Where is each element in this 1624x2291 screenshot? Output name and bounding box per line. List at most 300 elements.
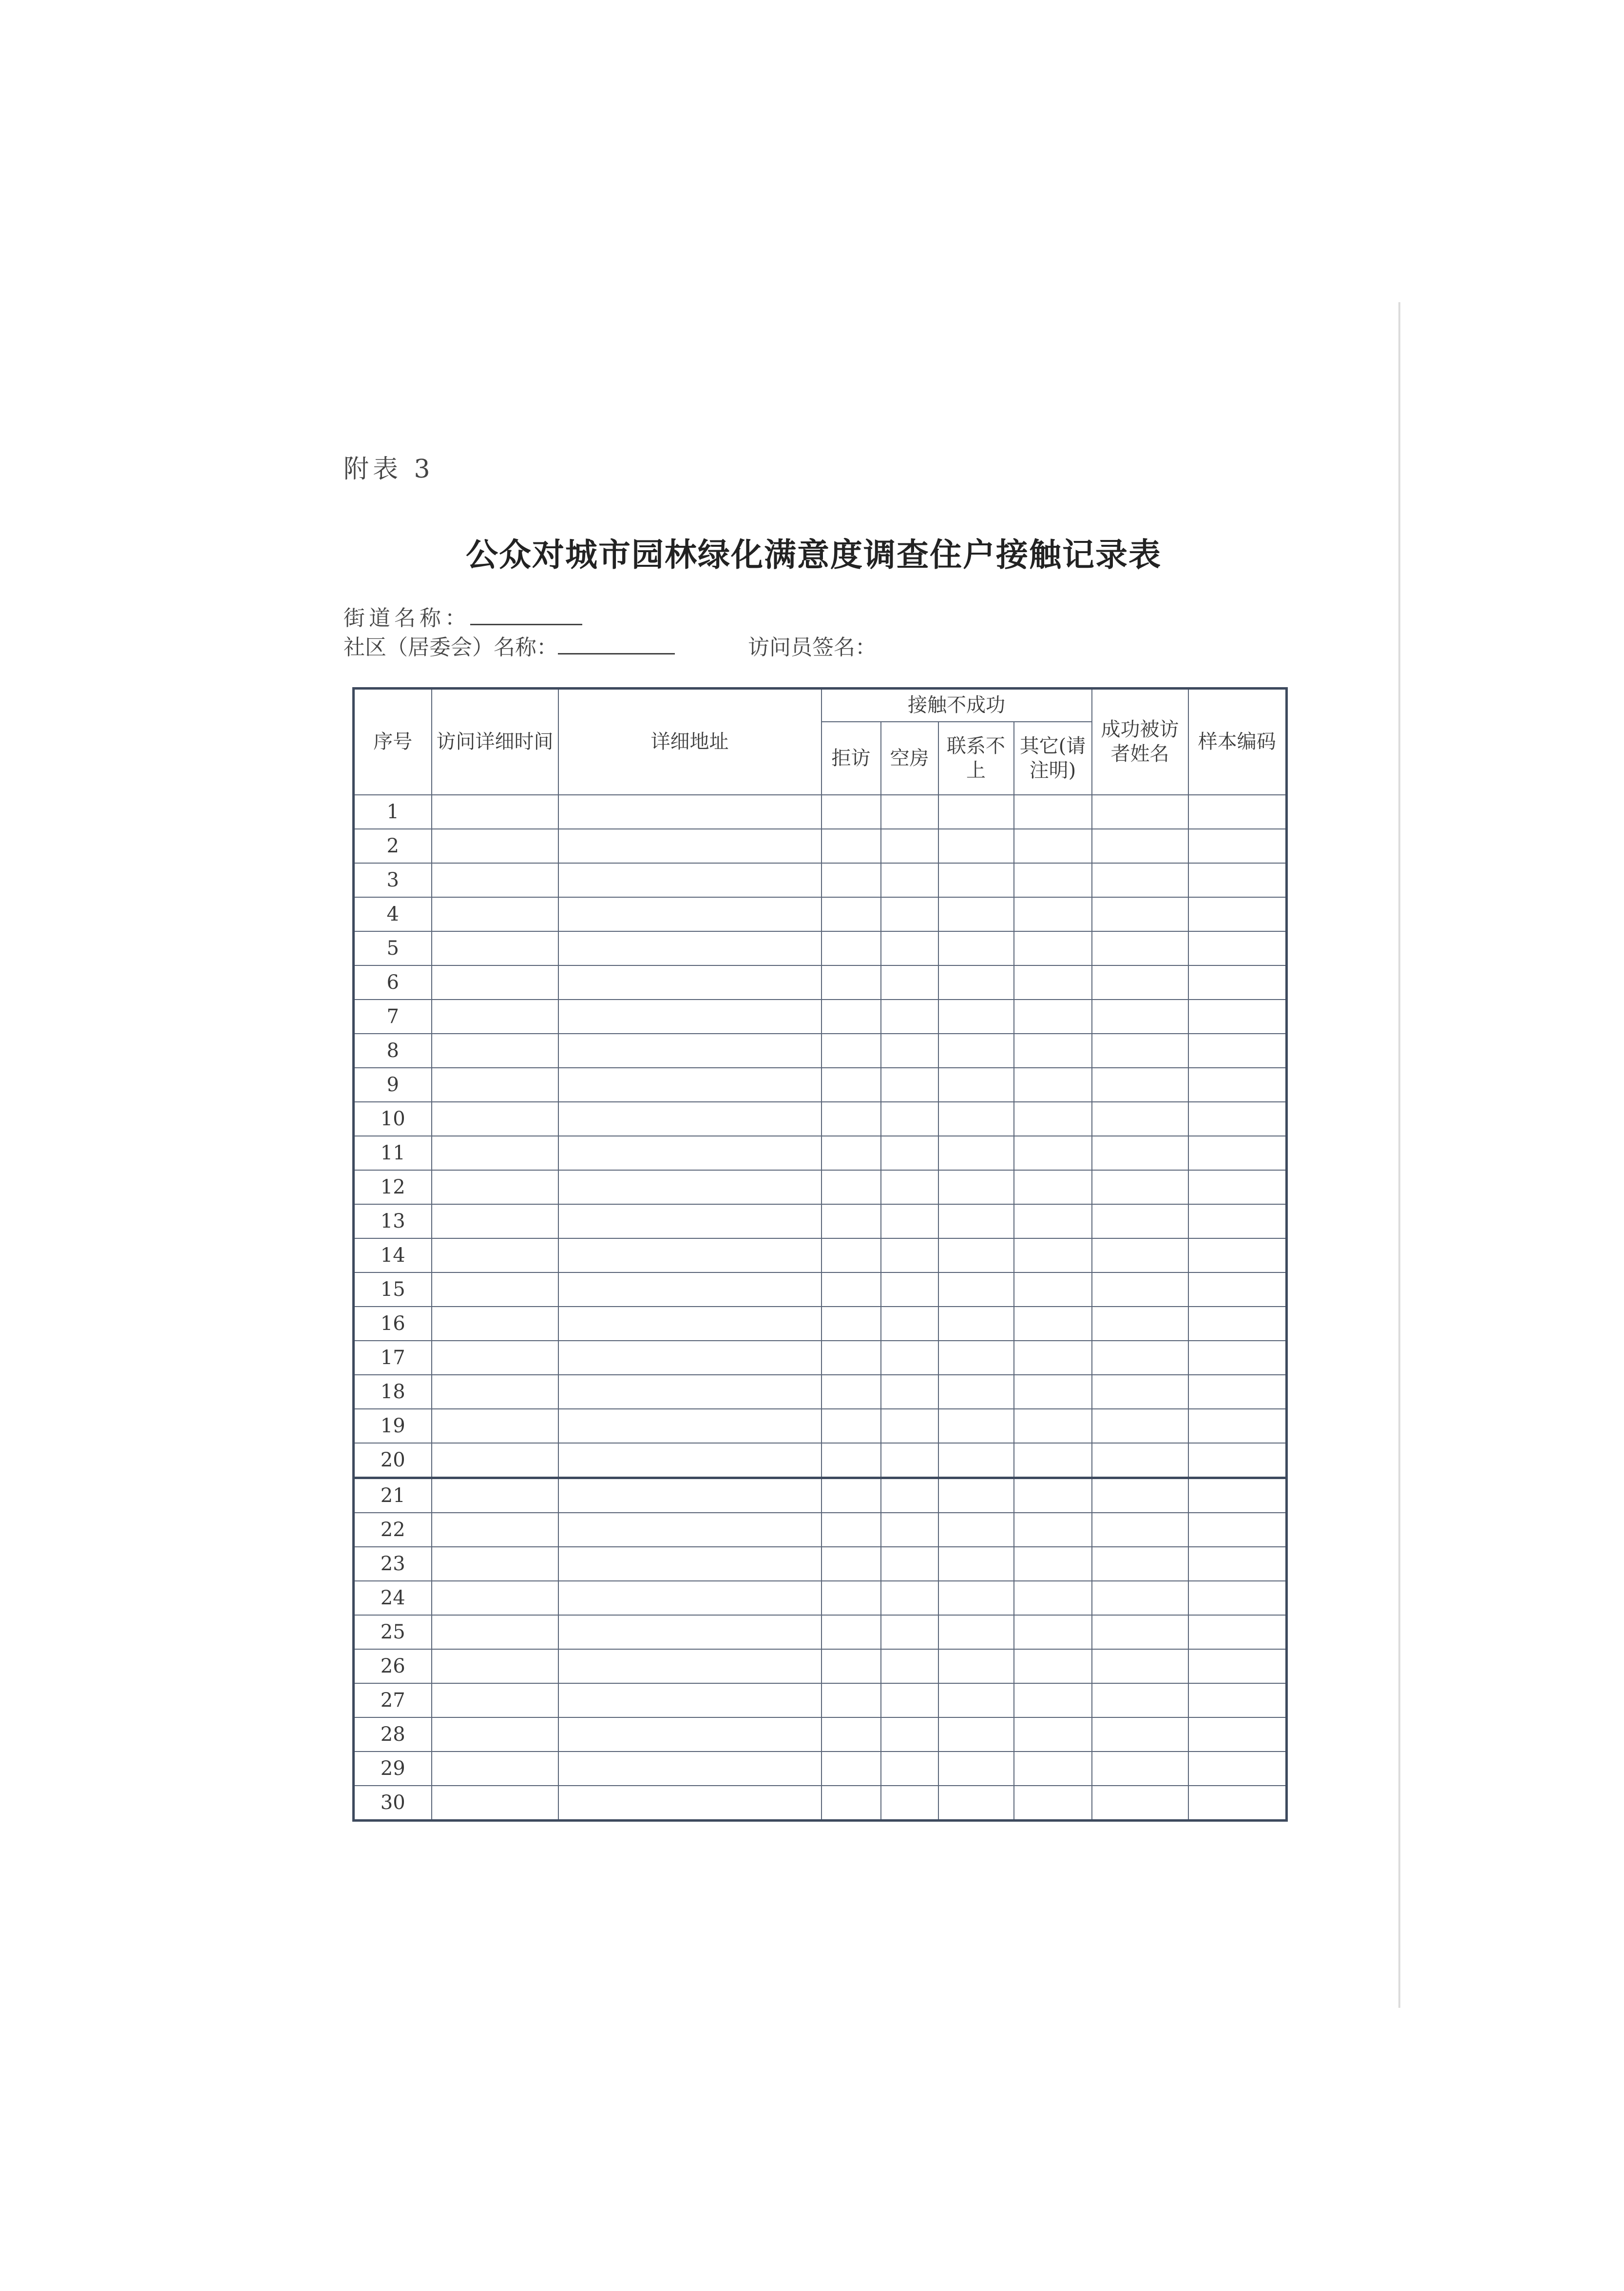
visit-time-cell[interactable] xyxy=(432,1581,558,1615)
success-name-cell[interactable] xyxy=(1092,1786,1188,1821)
empty-cell[interactable] xyxy=(881,795,938,829)
other-cell[interactable] xyxy=(1014,829,1092,863)
table-row xyxy=(354,1000,1287,1034)
table-row xyxy=(354,1068,1287,1102)
refuse-cell[interactable] xyxy=(822,965,881,1000)
visit-time-cell[interactable] xyxy=(432,1443,558,1478)
other-cell[interactable] xyxy=(1014,1034,1092,1068)
refuse-cell[interactable] xyxy=(822,1341,881,1375)
address-cell[interactable] xyxy=(558,1786,822,1821)
row-number: 8 xyxy=(354,1034,432,1068)
success-name-cell[interactable] xyxy=(1092,795,1188,829)
success-name-cell[interactable] xyxy=(1092,1478,1188,1513)
empty-cell[interactable] xyxy=(881,1000,938,1034)
other-cell[interactable] xyxy=(1014,1717,1092,1752)
empty-cell[interactable] xyxy=(881,1068,938,1102)
other-cell[interactable] xyxy=(1014,1409,1092,1443)
other-cell[interactable] xyxy=(1014,1068,1092,1102)
success-name-cell[interactable] xyxy=(1092,1581,1188,1615)
no-contact-cell[interactable] xyxy=(938,931,1014,965)
row-number: 27 xyxy=(354,1683,432,1717)
no-contact-cell[interactable] xyxy=(938,1307,1014,1341)
no-contact-cell[interactable] xyxy=(938,829,1014,863)
other-cell[interactable] xyxy=(1014,1170,1092,1204)
visit-time-cell[interactable] xyxy=(432,1272,558,1307)
table-row xyxy=(354,1170,1287,1204)
address-cell[interactable] xyxy=(558,1170,822,1204)
visit-time-cell[interactable] xyxy=(432,1341,558,1375)
sample-code-cell[interactable] xyxy=(1188,1170,1287,1204)
no-contact-cell[interactable] xyxy=(938,1409,1014,1443)
empty-cell[interactable] xyxy=(881,1375,938,1409)
table-row xyxy=(354,795,1287,829)
other-cell[interactable] xyxy=(1014,897,1092,931)
row-number: 25 xyxy=(354,1615,432,1649)
no-contact-cell[interactable] xyxy=(938,1786,1014,1821)
page-edge-line xyxy=(1398,302,1400,2008)
address-cell[interactable] xyxy=(558,795,822,829)
address-cell[interactable] xyxy=(558,829,822,863)
address-cell[interactable] xyxy=(558,1136,822,1170)
empty-cell[interactable] xyxy=(881,1752,938,1786)
visit-time-cell[interactable] xyxy=(432,897,558,931)
interviewer-signature-label: 访问员签名： xyxy=(748,635,877,660)
address-cell[interactable] xyxy=(558,863,822,897)
empty-cell[interactable] xyxy=(881,863,938,897)
address-cell[interactable] xyxy=(558,1068,822,1102)
other-cell[interactable] xyxy=(1014,863,1092,897)
sample-code-cell[interactable] xyxy=(1188,795,1287,829)
table-row xyxy=(354,1717,1287,1752)
address-cell[interactable] xyxy=(558,1547,822,1581)
empty-cell[interactable] xyxy=(881,1717,938,1752)
visit-time-cell[interactable] xyxy=(432,1000,558,1034)
row-number: 26 xyxy=(354,1649,432,1683)
visit-time-cell[interactable] xyxy=(432,965,558,1000)
table-row xyxy=(354,1683,1287,1717)
sample-code-cell[interactable] xyxy=(1188,1272,1287,1307)
row-number: 2 xyxy=(354,829,432,863)
visit-time-cell[interactable] xyxy=(432,1204,558,1238)
row-number: 18 xyxy=(354,1375,432,1409)
sample-code-cell[interactable] xyxy=(1188,1307,1287,1341)
address-cell[interactable] xyxy=(558,897,822,931)
refuse-cell[interactable] xyxy=(822,1102,881,1136)
row-number: 5 xyxy=(354,931,432,965)
empty-cell[interactable] xyxy=(881,965,938,1000)
empty-cell[interactable] xyxy=(881,1238,938,1272)
empty-cell[interactable] xyxy=(881,1513,938,1547)
street-name-label: 街道名称： xyxy=(344,606,470,631)
refuse-cell[interactable] xyxy=(822,1000,881,1034)
success-name-cell[interactable] xyxy=(1092,1307,1188,1341)
success-name-cell[interactable] xyxy=(1092,1068,1188,1102)
sample-code-cell[interactable] xyxy=(1188,1581,1287,1615)
table-row xyxy=(354,1102,1287,1136)
refuse-cell[interactable] xyxy=(822,1136,881,1170)
no-contact-cell[interactable] xyxy=(938,1170,1014,1204)
sample-code-cell[interactable] xyxy=(1188,1068,1287,1102)
other-cell[interactable] xyxy=(1014,1478,1092,1513)
success-name-cell[interactable] xyxy=(1092,1136,1188,1170)
success-name-cell[interactable] xyxy=(1092,1000,1188,1034)
other-cell[interactable] xyxy=(1014,1136,1092,1170)
visit-time-cell[interactable] xyxy=(432,1068,558,1102)
row-number: 29 xyxy=(354,1752,432,1786)
header-refuse: 拒访 xyxy=(822,722,881,795)
other-cell[interactable] xyxy=(1014,1375,1092,1409)
table-row xyxy=(354,1615,1287,1649)
empty-cell[interactable] xyxy=(881,829,938,863)
refuse-cell[interactable] xyxy=(822,1581,881,1615)
success-name-cell[interactable] xyxy=(1092,1170,1188,1204)
row-number: 24 xyxy=(354,1581,432,1615)
row-number: 3 xyxy=(354,863,432,897)
table-row xyxy=(354,965,1287,1000)
address-cell[interactable] xyxy=(558,1102,822,1136)
table-row xyxy=(354,863,1287,897)
visit-time-cell[interactable] xyxy=(432,829,558,863)
sample-code-cell[interactable] xyxy=(1188,1683,1287,1717)
visit-time-cell[interactable] xyxy=(432,1717,558,1752)
empty-cell[interactable] xyxy=(881,1307,938,1341)
no-contact-cell[interactable] xyxy=(938,1547,1014,1581)
refuse-cell[interactable] xyxy=(822,1717,881,1752)
sample-code-cell[interactable] xyxy=(1188,863,1287,897)
row-number: 4 xyxy=(354,897,432,931)
sample-code-cell[interactable] xyxy=(1188,1547,1287,1581)
success-name-cell[interactable] xyxy=(1092,1752,1188,1786)
street-name-blank[interactable] xyxy=(470,604,582,625)
refuse-cell[interactable] xyxy=(822,1649,881,1683)
address-cell[interactable] xyxy=(558,1375,822,1409)
other-cell[interactable] xyxy=(1014,795,1092,829)
visit-time-cell[interactable] xyxy=(432,931,558,965)
address-cell[interactable] xyxy=(558,1513,822,1547)
success-name-cell[interactable] xyxy=(1092,1272,1188,1307)
sample-code-cell[interactable] xyxy=(1188,1375,1287,1409)
sample-code-cell[interactable] xyxy=(1188,1513,1287,1547)
empty-cell[interactable] xyxy=(881,1786,938,1821)
visit-time-cell[interactable] xyxy=(432,1307,558,1341)
refuse-cell[interactable] xyxy=(822,1615,881,1649)
other-cell[interactable] xyxy=(1014,1752,1092,1786)
refuse-cell[interactable] xyxy=(822,931,881,965)
no-contact-cell[interactable] xyxy=(938,1341,1014,1375)
success-name-cell[interactable] xyxy=(1092,1513,1188,1547)
empty-cell[interactable] xyxy=(881,1170,938,1204)
sample-code-cell[interactable] xyxy=(1188,1341,1287,1375)
no-contact-cell[interactable] xyxy=(938,1649,1014,1683)
visit-time-cell[interactable] xyxy=(432,1547,558,1581)
no-contact-cell[interactable] xyxy=(938,1717,1014,1752)
refuse-cell[interactable] xyxy=(822,1068,881,1102)
empty-cell[interactable] xyxy=(881,931,938,965)
row-number: 20 xyxy=(354,1443,432,1478)
success-name-cell[interactable] xyxy=(1092,1649,1188,1683)
other-cell[interactable] xyxy=(1014,1649,1092,1683)
no-contact-cell[interactable] xyxy=(938,1615,1014,1649)
table-row xyxy=(354,1204,1287,1238)
sample-code-cell[interactable] xyxy=(1188,1717,1287,1752)
table-row xyxy=(354,1752,1287,1786)
other-cell[interactable] xyxy=(1014,1683,1092,1717)
address-cell[interactable] xyxy=(558,1649,822,1683)
address-cell[interactable] xyxy=(558,931,822,965)
table-row xyxy=(354,1034,1287,1068)
sample-code-cell[interactable] xyxy=(1188,1409,1287,1443)
sample-code-cell[interactable] xyxy=(1188,1478,1287,1513)
row-number: 16 xyxy=(354,1307,432,1341)
sample-code-cell[interactable] xyxy=(1188,1752,1287,1786)
address-cell[interactable] xyxy=(558,965,822,1000)
address-cell[interactable] xyxy=(558,1034,822,1068)
refuse-cell[interactable] xyxy=(822,1478,881,1513)
success-name-cell[interactable] xyxy=(1092,863,1188,897)
appendix-label: 附表 3 xyxy=(344,455,434,484)
header-empty: 空房 xyxy=(881,722,938,795)
row-number: 6 xyxy=(354,965,432,1000)
address-cell[interactable] xyxy=(558,1581,822,1615)
sample-code-cell[interactable] xyxy=(1188,897,1287,931)
no-contact-cell[interactable] xyxy=(938,1581,1014,1615)
other-cell[interactable] xyxy=(1014,1581,1092,1615)
no-contact-cell[interactable] xyxy=(938,1000,1014,1034)
row-number: 10 xyxy=(354,1102,432,1136)
table-row xyxy=(354,1649,1287,1683)
table-row xyxy=(354,829,1287,863)
no-contact-cell[interactable] xyxy=(938,1272,1014,1307)
address-cell[interactable] xyxy=(558,1341,822,1375)
row-number: 23 xyxy=(354,1547,432,1581)
row-number: 21 xyxy=(354,1478,432,1513)
success-name-cell[interactable] xyxy=(1092,1102,1188,1136)
other-cell[interactable] xyxy=(1014,1238,1092,1272)
sample-code-cell[interactable] xyxy=(1188,1204,1287,1238)
address-cell[interactable] xyxy=(558,1615,822,1649)
refuse-cell[interactable] xyxy=(822,1375,881,1409)
table-row xyxy=(354,1272,1287,1307)
table-row xyxy=(354,931,1287,965)
no-contact-cell[interactable] xyxy=(938,1478,1014,1513)
no-contact-cell[interactable] xyxy=(938,863,1014,897)
address-cell[interactable] xyxy=(558,1238,822,1272)
visit-time-cell[interactable] xyxy=(432,1649,558,1683)
success-name-cell[interactable] xyxy=(1092,965,1188,1000)
header-contact-failed: 接触不成功 xyxy=(822,689,1092,722)
address-cell[interactable] xyxy=(558,1752,822,1786)
no-contact-cell[interactable] xyxy=(938,1136,1014,1170)
visit-time-cell[interactable] xyxy=(432,863,558,897)
success-name-cell[interactable] xyxy=(1092,1341,1188,1375)
sample-code-cell[interactable] xyxy=(1188,1615,1287,1649)
other-cell[interactable] xyxy=(1014,1102,1092,1136)
table-row xyxy=(354,1341,1287,1375)
sample-code-cell[interactable] xyxy=(1188,1136,1287,1170)
sample-code-cell[interactable] xyxy=(1188,1786,1287,1821)
refuse-cell[interactable] xyxy=(822,1272,881,1307)
refuse-cell[interactable] xyxy=(822,1204,881,1238)
table-row xyxy=(354,1238,1287,1272)
empty-cell[interactable] xyxy=(881,1034,938,1068)
table-row xyxy=(354,1478,1287,1513)
sample-code-cell[interactable] xyxy=(1188,1443,1287,1478)
header-sample-code: 样本编码 xyxy=(1188,689,1287,795)
community-name-blank[interactable] xyxy=(558,634,675,655)
other-cell[interactable] xyxy=(1014,1341,1092,1375)
refuse-cell[interactable] xyxy=(822,897,881,931)
visit-time-cell[interactable] xyxy=(432,795,558,829)
table-row xyxy=(354,1409,1287,1443)
empty-cell[interactable] xyxy=(881,1581,938,1615)
other-cell[interactable] xyxy=(1014,965,1092,1000)
success-name-cell[interactable] xyxy=(1092,1204,1188,1238)
no-contact-cell[interactable] xyxy=(938,1238,1014,1272)
sample-code-cell[interactable] xyxy=(1188,965,1287,1000)
success-name-cell[interactable] xyxy=(1092,1683,1188,1717)
no-contact-cell[interactable] xyxy=(938,1443,1014,1478)
row-number: 22 xyxy=(354,1513,432,1547)
refuse-cell[interactable] xyxy=(822,1170,881,1204)
refuse-cell[interactable] xyxy=(822,1752,881,1786)
no-contact-cell[interactable] xyxy=(938,897,1014,931)
visit-time-cell[interactable] xyxy=(432,1478,558,1513)
other-cell[interactable] xyxy=(1014,1786,1092,1821)
refuse-cell[interactable] xyxy=(822,863,881,897)
visit-time-cell[interactable] xyxy=(432,1375,558,1409)
success-name-cell[interactable] xyxy=(1092,1443,1188,1478)
refuse-cell[interactable] xyxy=(822,1307,881,1341)
header-visit-time: 访问详细时间 xyxy=(432,689,558,795)
refuse-cell[interactable] xyxy=(822,829,881,863)
visit-time-cell[interactable] xyxy=(432,1136,558,1170)
success-name-cell[interactable] xyxy=(1092,829,1188,863)
address-cell[interactable] xyxy=(558,1000,822,1034)
sample-code-cell[interactable] xyxy=(1188,829,1287,863)
refuse-cell[interactable] xyxy=(822,1513,881,1547)
no-contact-cell[interactable] xyxy=(938,965,1014,1000)
empty-cell[interactable] xyxy=(881,1204,938,1238)
sample-code-cell[interactable] xyxy=(1188,1649,1287,1683)
address-cell[interactable] xyxy=(558,1307,822,1341)
table-row xyxy=(354,1786,1287,1821)
address-cell[interactable] xyxy=(558,1717,822,1752)
no-contact-cell[interactable] xyxy=(938,1513,1014,1547)
refuse-cell[interactable] xyxy=(822,1683,881,1717)
visit-time-cell[interactable] xyxy=(432,1034,558,1068)
address-cell[interactable] xyxy=(558,1204,822,1238)
address-cell[interactable] xyxy=(558,1272,822,1307)
row-number: 30 xyxy=(354,1786,432,1821)
sample-code-cell[interactable] xyxy=(1188,1238,1287,1272)
no-contact-cell[interactable] xyxy=(938,1102,1014,1136)
visit-time-cell[interactable] xyxy=(432,1615,558,1649)
success-name-cell[interactable] xyxy=(1092,1717,1188,1752)
success-name-cell[interactable] xyxy=(1092,1409,1188,1443)
header-success-name: 成功被访者姓名 xyxy=(1092,689,1188,795)
empty-cell[interactable] xyxy=(881,1272,938,1307)
no-contact-cell[interactable] xyxy=(938,1375,1014,1409)
empty-cell[interactable] xyxy=(881,1615,938,1649)
refuse-cell[interactable] xyxy=(822,1238,881,1272)
no-contact-cell[interactable] xyxy=(938,1034,1014,1068)
sample-code-cell[interactable] xyxy=(1188,1034,1287,1068)
empty-cell[interactable] xyxy=(881,1409,938,1443)
empty-cell[interactable] xyxy=(881,1102,938,1136)
visit-time-cell[interactable] xyxy=(432,1752,558,1786)
empty-cell[interactable] xyxy=(881,1341,938,1375)
empty-cell[interactable] xyxy=(881,1649,938,1683)
no-contact-cell[interactable] xyxy=(938,795,1014,829)
other-cell[interactable] xyxy=(1014,1443,1092,1478)
visit-time-cell[interactable] xyxy=(432,1238,558,1272)
address-cell[interactable] xyxy=(558,1443,822,1478)
other-cell[interactable] xyxy=(1014,931,1092,965)
visit-time-cell[interactable] xyxy=(432,1102,558,1136)
sample-code-cell[interactable] xyxy=(1188,1000,1287,1034)
no-contact-cell[interactable] xyxy=(938,1683,1014,1717)
visit-time-cell[interactable] xyxy=(432,1409,558,1443)
refuse-cell[interactable] xyxy=(822,1547,881,1581)
empty-cell[interactable] xyxy=(881,1478,938,1513)
visit-time-cell[interactable] xyxy=(432,1513,558,1547)
refuse-cell[interactable] xyxy=(822,1409,881,1443)
page-title: 公众对城市园林绿化满意度调查住户接触记录表 xyxy=(466,536,1162,574)
other-cell[interactable] xyxy=(1014,1000,1092,1034)
refuse-cell[interactable] xyxy=(822,1443,881,1478)
street-name-field xyxy=(344,600,582,632)
refuse-cell[interactable] xyxy=(822,1786,881,1821)
address-cell[interactable] xyxy=(558,1683,822,1717)
visit-time-cell[interactable] xyxy=(432,1683,558,1717)
success-name-cell[interactable] xyxy=(1092,1375,1188,1409)
address-cell[interactable] xyxy=(558,1409,822,1443)
community-name-label: 社区（居委会）名称： xyxy=(344,635,558,660)
empty-cell[interactable] xyxy=(881,1443,938,1478)
other-cell[interactable] xyxy=(1014,1204,1092,1238)
success-name-cell[interactable] xyxy=(1092,1238,1188,1272)
refuse-cell[interactable] xyxy=(822,795,881,829)
success-name-cell[interactable] xyxy=(1092,1034,1188,1068)
other-cell[interactable] xyxy=(1014,1547,1092,1581)
success-name-cell[interactable] xyxy=(1092,1615,1188,1649)
no-contact-cell[interactable] xyxy=(938,1752,1014,1786)
empty-cell[interactable] xyxy=(881,1547,938,1581)
other-cell[interactable] xyxy=(1014,1272,1092,1307)
empty-cell[interactable] xyxy=(881,897,938,931)
visit-time-cell[interactable] xyxy=(432,1170,558,1204)
empty-cell[interactable] xyxy=(881,1136,938,1170)
table-row xyxy=(354,1307,1287,1341)
success-name-cell[interactable] xyxy=(1092,1547,1188,1581)
sample-code-cell[interactable] xyxy=(1188,931,1287,965)
sample-code-cell[interactable] xyxy=(1188,1102,1287,1136)
success-name-cell[interactable] xyxy=(1092,897,1188,931)
success-name-cell[interactable] xyxy=(1092,931,1188,965)
refuse-cell[interactable] xyxy=(822,1034,881,1068)
other-cell[interactable] xyxy=(1014,1615,1092,1649)
no-contact-cell[interactable] xyxy=(938,1068,1014,1102)
empty-cell[interactable] xyxy=(881,1683,938,1717)
no-contact-cell[interactable] xyxy=(938,1204,1014,1238)
table-row xyxy=(354,1581,1287,1615)
community-name-field xyxy=(344,630,675,661)
row-number: 9 xyxy=(354,1068,432,1102)
other-cell[interactable] xyxy=(1014,1307,1092,1341)
visit-time-cell[interactable] xyxy=(432,1786,558,1821)
address-cell[interactable] xyxy=(558,1478,822,1513)
other-cell[interactable] xyxy=(1014,1513,1092,1547)
